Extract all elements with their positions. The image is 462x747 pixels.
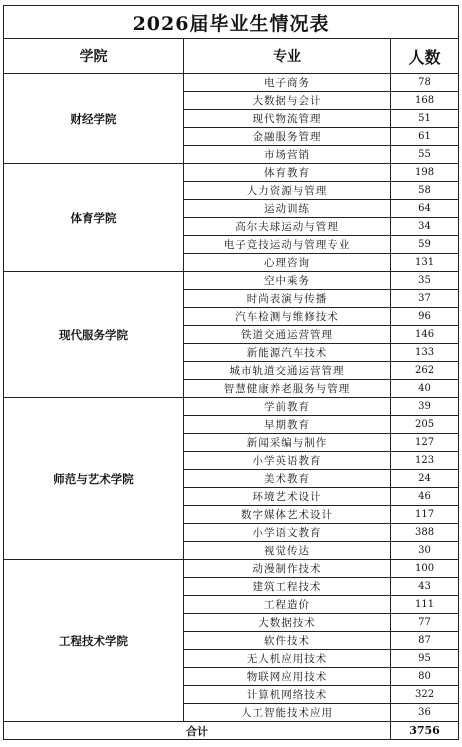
student-count: 58 <box>391 182 459 200</box>
major-name: 计算机网络技术 <box>184 686 391 704</box>
major-name: 学前教育 <box>184 398 391 416</box>
student-count: 322 <box>391 686 459 704</box>
college-name: 工程技术学院 <box>4 560 184 722</box>
student-count: 205 <box>391 416 459 434</box>
major-name: 小学英语教育 <box>184 452 391 470</box>
major-name: 体育教育 <box>184 164 391 182</box>
total-row <box>4 722 459 740</box>
major-name: 数字媒体艺术设计 <box>184 506 391 524</box>
student-count: 24 <box>391 470 459 488</box>
major-name: 人工智能技术应用 <box>184 704 391 722</box>
student-count: 133 <box>391 344 459 362</box>
table-row <box>4 164 459 182</box>
major-name: 新能源汽车技术 <box>184 344 391 362</box>
student-count: 78 <box>391 74 459 92</box>
table-row <box>4 398 459 416</box>
major-name: 新闻采编与制作 <box>184 434 391 452</box>
major-name: 环境艺术设计 <box>184 488 391 506</box>
student-count: 51 <box>391 110 459 128</box>
major-name: 动漫制作技术 <box>184 560 391 578</box>
major-name: 早期教育 <box>184 416 391 434</box>
major-name: 铁道交通运营管理 <box>184 326 391 344</box>
major-name: 小学语文教育 <box>184 524 391 542</box>
college-header: 学院 <box>4 39 184 74</box>
student-count: 37 <box>391 290 459 308</box>
major-name: 金融服务管理 <box>184 128 391 146</box>
college-name: 财经学院 <box>4 74 184 164</box>
major-name: 空中乘务 <box>184 272 391 290</box>
total-label: 合计 <box>4 722 391 740</box>
major-name: 建筑工程技术 <box>184 578 391 596</box>
student-count: 100 <box>391 560 459 578</box>
major-name: 心理咨询 <box>184 254 391 272</box>
major-name: 智慧健康养老服务与管理 <box>184 380 391 398</box>
major-name: 现代物流管理 <box>184 110 391 128</box>
table-body <box>4 74 459 722</box>
table-row <box>4 74 459 92</box>
student-count: 96 <box>391 308 459 326</box>
student-count: 388 <box>391 524 459 542</box>
header-row <box>4 39 459 74</box>
table-row <box>4 560 459 578</box>
student-count: 61 <box>391 128 459 146</box>
major-name: 汽车检测与维修技术 <box>184 308 391 326</box>
major-name: 电子竞技运动与管理专业 <box>184 236 391 254</box>
table-title: 2026届毕业生情况表 <box>4 6 459 39</box>
student-count: 30 <box>391 542 459 560</box>
student-count: 39 <box>391 398 459 416</box>
student-count: 123 <box>391 452 459 470</box>
major-name: 无人机应用技术 <box>184 650 391 668</box>
student-count: 34 <box>391 218 459 236</box>
student-count: 131 <box>391 254 459 272</box>
college-name: 现代服务学院 <box>4 272 184 398</box>
major-name: 市场营销 <box>184 146 391 164</box>
major-name: 大数据与会计 <box>184 92 391 110</box>
major-name: 高尔夫球运动与管理 <box>184 218 391 236</box>
student-count: 59 <box>391 236 459 254</box>
major-name: 时尚表演与传播 <box>184 290 391 308</box>
graduate-table <box>3 5 459 740</box>
student-count: 77 <box>391 614 459 632</box>
major-name: 物联网应用技术 <box>184 668 391 686</box>
student-count: 64 <box>391 200 459 218</box>
major-header: 专业 <box>184 39 391 74</box>
student-count: 35 <box>391 272 459 290</box>
student-count: 36 <box>391 704 459 722</box>
major-name: 电子商务 <box>184 74 391 92</box>
student-count: 43 <box>391 578 459 596</box>
major-name: 视觉传达 <box>184 542 391 560</box>
student-count: 55 <box>391 146 459 164</box>
major-name: 美术教育 <box>184 470 391 488</box>
college-name: 体育学院 <box>4 164 184 272</box>
major-name: 工程造价 <box>184 596 391 614</box>
college-name: 师范与艺术学院 <box>4 398 184 560</box>
student-count: 117 <box>391 506 459 524</box>
total-value: 3756 <box>391 722 459 740</box>
student-count: 40 <box>391 380 459 398</box>
table-row <box>4 272 459 290</box>
student-count: 146 <box>391 326 459 344</box>
student-count: 80 <box>391 668 459 686</box>
major-name: 大数据技术 <box>184 614 391 632</box>
student-count: 127 <box>391 434 459 452</box>
student-count: 95 <box>391 650 459 668</box>
student-count: 87 <box>391 632 459 650</box>
student-count: 111 <box>391 596 459 614</box>
student-count: 46 <box>391 488 459 506</box>
major-name: 软件技术 <box>184 632 391 650</box>
student-count: 168 <box>391 92 459 110</box>
student-count: 262 <box>391 362 459 380</box>
count-header: 人数 <box>391 39 459 74</box>
major-name: 运动训练 <box>184 200 391 218</box>
student-count: 198 <box>391 164 459 182</box>
major-name: 城市轨道交通运营管理 <box>184 362 391 380</box>
major-name: 人力资源与管理 <box>184 182 391 200</box>
